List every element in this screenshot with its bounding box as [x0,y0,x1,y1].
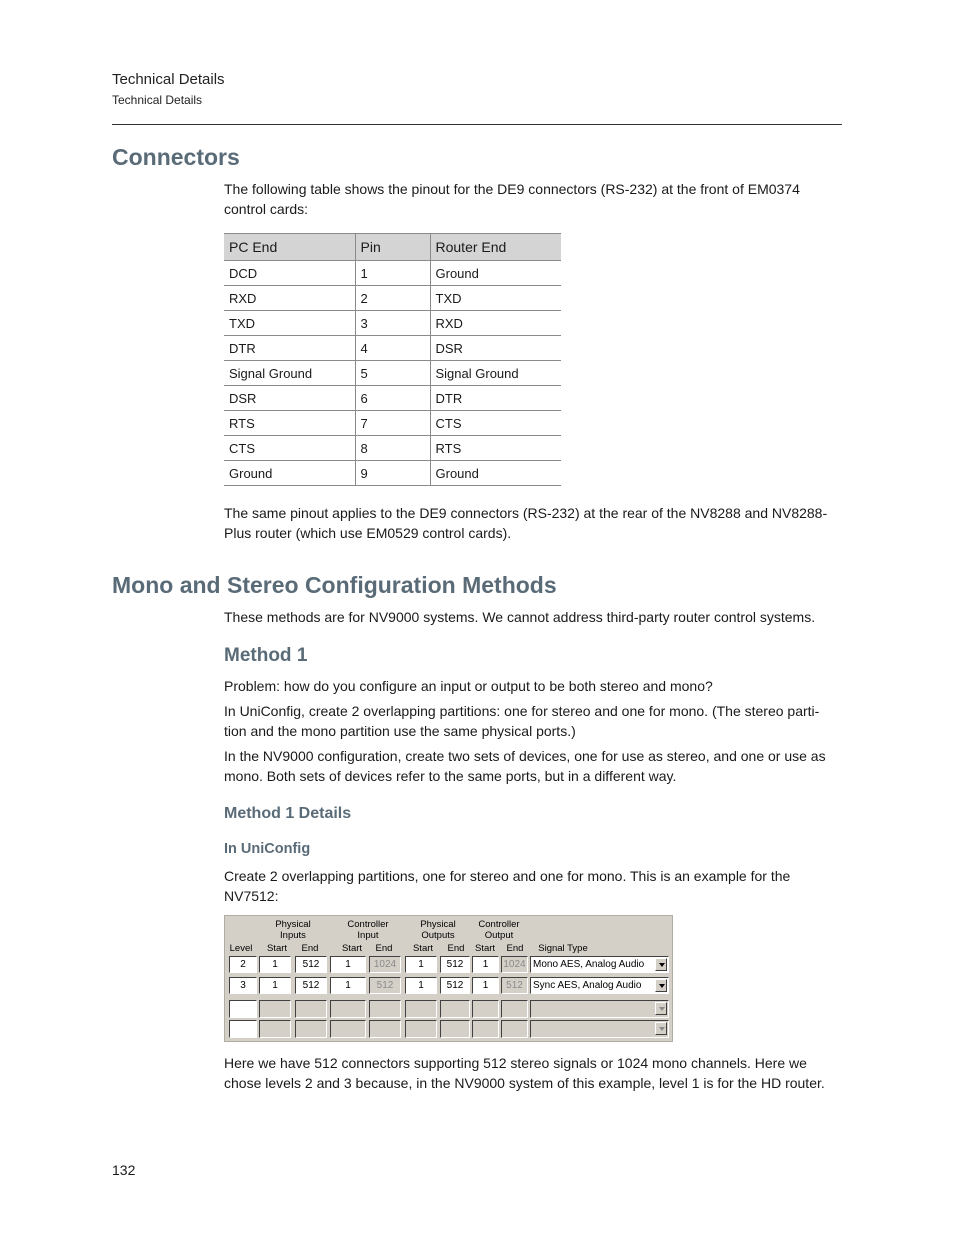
level-field[interactable]: 3 [229,977,257,994]
method-1-nv9000-para: In the NV9000 configuration, create two sets of devices, one for use as stereo, and one or use as mono. Both sets of devices refer to the same ports, but in a different way. [224,748,826,784]
empty-cell [369,1020,401,1038]
pi-start-field[interactable]: 1 [259,956,291,973]
connectors-intro: The following table shows the pinout for the DE9 connectors (RS-232) at the front of EM0374 control cards: [224,181,800,217]
co-end-field: 512 [501,977,528,994]
table-cell: RXD [224,286,355,311]
method-1-uniconfig-para: In UniConfig, create 2 overlapping partitions: one for stereo and one for mono. (The stereo parti- tion and the mono partition use the same physical ports.) [224,703,820,739]
mono-stereo-heading: Mono and Stereo Configuration Methods [112,572,557,598]
col-header-co-start: Start [474,943,496,954]
method-1-problem: Problem: how do you configure an input or output to be both stereo and mono? [224,678,713,694]
group-header-controller-input: Controller Input [347,919,389,941]
pinout-header-row [224,234,561,261]
empty-cell [330,1000,366,1018]
empty-cell [440,1000,470,1018]
signal-type-value: Mono AES, Analog Audio [533,959,645,970]
table-row [224,261,561,286]
pi-end-field[interactable]: 512 [295,977,327,994]
table-cell: RTS [224,411,355,436]
table-cell: Signal Ground [224,361,355,386]
co-start-field[interactable]: 1 [472,956,499,973]
dropdown-arrow-icon[interactable] [655,979,667,992]
group-header-physical-inputs: Physical Inputs [275,919,311,941]
dropdown-arrow-icon [655,1002,667,1015]
empty-cell [472,1000,499,1018]
col-header-ci-end: End [375,943,393,954]
col-header-po-end: End [447,943,465,954]
table-cell: Ground [430,261,561,286]
table-cell: RTS [430,436,561,461]
table-row [224,361,561,386]
po-end-field[interactable]: 512 [440,977,470,994]
table-cell: CTS [430,411,561,436]
empty-cell [501,1000,528,1018]
connectors-outro: The same pinout applies to the DE9 connectors (RS-232) at the rear of the NV8288 and NV8288- Plus router (which use EM0529 control cards). [224,505,828,541]
mono-stereo-intro: These methods are for NV9000 systems. We cannot address third-party router control systems. [224,609,816,625]
table-cell: 3 [355,311,430,336]
table-cell: TXD [224,311,355,336]
pi-end-field[interactable]: 512 [295,956,327,973]
table-cell: Ground [224,461,355,486]
col-header-signal-type: Signal Type [538,943,588,954]
level-field[interactable]: 2 [229,956,257,973]
table-cell: TXD [430,286,561,311]
group-header-physical-outputs: Physical Outputs [420,919,456,941]
col-header-pi-end: End [301,943,319,954]
col-header-level: Level [229,943,253,954]
po-start-field[interactable]: 1 [405,977,437,994]
empty-cell [405,1020,437,1038]
col-header-pi-start: Start [266,943,288,954]
co-start-field[interactable]: 1 [472,977,499,994]
empty-cell [295,1000,327,1018]
signal-type-select[interactable] [530,977,669,994]
empty-cell [295,1020,327,1038]
table-row [224,336,561,361]
col-header-ci-start: Start [341,943,363,954]
table-cell: DSR [430,336,561,361]
empty-cell [440,1020,470,1038]
pi-start-field[interactable]: 1 [259,977,291,994]
table-row [224,436,561,461]
empty-cell [472,1020,499,1038]
table-cell: 6 [355,386,430,411]
running-header-section: Technical Details [112,93,203,107]
table-cell: DTR [430,386,561,411]
table-cell: 4 [355,336,430,361]
signal-type-select [530,1020,669,1038]
empty-cell [259,1020,291,1038]
method-1-heading: Method 1 [224,645,308,666]
po-start-field[interactable]: 1 [405,956,437,973]
empty-cell [369,1000,401,1018]
col-header-co-end: End [506,943,524,954]
table-cell: 5 [355,361,430,386]
dropdown-arrow-icon [655,1022,667,1035]
ci-start-field[interactable]: 1 [330,956,366,973]
ci-end-field: 1024 [369,956,401,973]
table-cell: DSR [224,386,355,411]
connectors-heading: Connectors [112,144,240,170]
table-row [224,461,561,486]
table-cell: Ground [430,461,561,486]
table-cell: DCD [224,261,355,286]
dropdown-arrow-icon[interactable] [655,958,667,971]
table-row [224,286,561,311]
page-number: 132 [112,1162,136,1178]
col-header-po-start: Start [412,943,434,954]
closing-para: Here we have 512 connectors supporting 512 stereo signals or 1024 mono channels. Here we chose levels 2 and 3 because, in the NV9000 system of this example, level 1 is for the HD router. [224,1055,825,1091]
signal-type-value: Sync AES, Analog Audio [533,980,642,991]
column-header: Router End [430,234,561,261]
empty-cell [405,1000,437,1018]
table-cell: CTS [224,436,355,461]
signal-type-select[interactable] [530,956,669,973]
table-cell: RXD [430,311,561,336]
column-header: Pin [355,234,430,261]
signal-type-select [530,1000,669,1018]
co-end-field: 1024 [501,956,528,973]
po-end-field[interactable]: 512 [440,956,470,973]
empty-cell [501,1020,528,1038]
ci-start-field[interactable]: 1 [330,977,366,994]
level-field[interactable] [229,1020,257,1038]
table-cell: 7 [355,411,430,436]
table-row [224,386,561,411]
empty-cell [330,1020,366,1038]
column-header: PC End [224,234,355,261]
header-rule [112,124,842,125]
in-uniconfig-heading: In UniConfig [224,841,311,857]
running-header-chapter: Technical Details [112,71,225,88]
level-field[interactable] [229,1000,257,1018]
table-cell: DTR [224,336,355,361]
ci-end-field: 512 [369,977,401,994]
empty-cell [259,1000,291,1018]
pinout-table [224,233,561,486]
table-cell: 2 [355,286,430,311]
table-cell: Signal Ground [430,361,561,386]
table-row [224,311,561,336]
group-header-controller-output: Controller Output [478,919,520,941]
table-cell: 1 [355,261,430,286]
table-cell: 9 [355,461,430,486]
table-row [224,411,561,436]
table-cell: 8 [355,436,430,461]
uniconfig-partition-grid [224,915,673,1042]
method-1-details-heading: Method 1 Details [224,805,352,822]
uniconfig-para: Create 2 overlapping partitions, one for stereo and one for mono. This is an example for the NV7512: [224,868,791,904]
